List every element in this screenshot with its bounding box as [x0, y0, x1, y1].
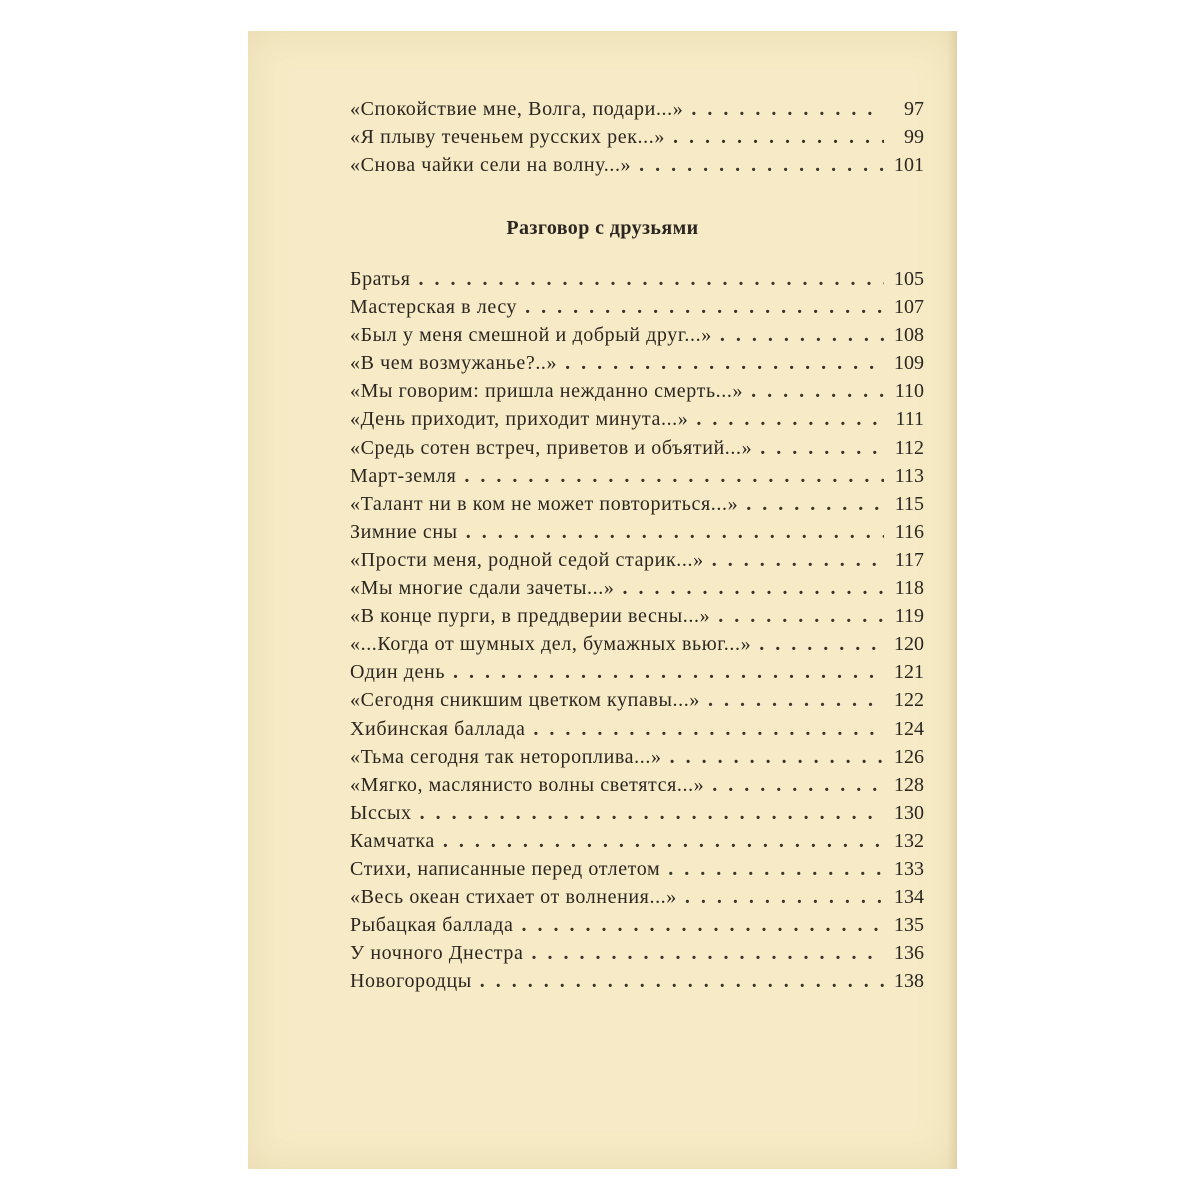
toc-entry-page: 122 — [894, 689, 924, 712]
toc-entry-title: «...Когда от шумных дел, бумажных вьюг...» — [350, 633, 752, 656]
toc-entry-title: «День приходит, приходит минута...» — [350, 408, 689, 431]
dot-leader — [420, 799, 884, 827]
toc-entry — [350, 490, 924, 518]
toc-entry-page: 115 — [894, 492, 924, 515]
toc-entry-title: Мастерская в лесу — [350, 296, 518, 319]
toc-entry-page: 111 — [895, 408, 924, 431]
toc-entry-page: 119 — [894, 605, 924, 628]
toc-entry — [350, 518, 924, 546]
toc-entry — [350, 574, 924, 602]
toc-entry — [350, 293, 924, 321]
dot-leader — [751, 377, 884, 405]
toc-entry-title: «Тьма сегодня так нетороплива...» — [350, 745, 662, 768]
toc-entry-title: «Мы многие сдали зачеты...» — [350, 577, 615, 600]
dot-leader — [708, 686, 884, 714]
dot-leader — [718, 602, 884, 630]
toc-entry-page: 121 — [894, 661, 924, 684]
toc-list-bottom — [350, 265, 924, 995]
toc-entry — [350, 321, 924, 349]
toc-entry — [350, 265, 924, 293]
dot-leader — [622, 574, 884, 602]
dot-leader — [480, 967, 884, 995]
toc-entry-title: Новогородцы — [350, 970, 472, 993]
toc-entry — [350, 377, 924, 405]
toc-entry — [350, 434, 924, 462]
toc-entry — [350, 799, 924, 827]
toc-entry-page: 128 — [894, 773, 924, 796]
dot-leader — [565, 349, 884, 377]
toc-entry-title: «Спокойствие мне, Волга, подари...» — [350, 98, 684, 120]
dot-leader — [464, 462, 884, 490]
toc-entry-page: 117 — [894, 548, 924, 571]
toc-entry — [350, 658, 924, 686]
toc-entry-page: 99 — [904, 126, 924, 149]
toc-entry-title: Стихи, написанные перед отлетом — [350, 857, 661, 880]
toc-entry-title: «Был у меня смешной и добрый друг...» — [350, 324, 712, 347]
dot-leader — [466, 518, 884, 546]
toc-entry — [350, 462, 924, 490]
toc-entry-page: 107 — [894, 296, 924, 319]
dot-leader — [522, 911, 884, 939]
toc-entry-page: 118 — [894, 577, 924, 600]
dot-leader — [639, 151, 884, 179]
dot-leader — [691, 95, 884, 123]
toc-entry-page: 112 — [894, 436, 924, 459]
toc-entry-page: 109 — [894, 352, 924, 375]
toc-entry — [350, 630, 924, 658]
dot-leader — [760, 434, 884, 462]
toc-entry — [350, 686, 924, 714]
toc-entry-page: 97 — [904, 98, 924, 120]
toc-entry — [350, 939, 924, 967]
toc-entry-title: «Средь сотен встреч, приветов и объятий...» — [350, 436, 753, 459]
toc-entry-title: Один день — [350, 661, 446, 684]
toc-entry-title: «Мягко, маслянисто волны светятся...» — [350, 773, 705, 796]
dot-leader — [712, 771, 884, 799]
toc-entry — [350, 349, 924, 377]
toc-entry-page: 105 — [894, 268, 924, 290]
toc-entry — [350, 855, 924, 883]
toc-entry — [350, 967, 924, 995]
toc-entry-page: 116 — [894, 520, 924, 543]
toc-entry-title: Март-земля — [350, 464, 457, 487]
toc-entry — [350, 405, 924, 433]
dot-leader — [525, 293, 884, 321]
page-edge-shadow — [947, 31, 957, 1169]
dot-leader — [443, 827, 884, 855]
toc-entry — [350, 715, 924, 743]
toc-entry-page: 110 — [894, 380, 924, 403]
toc-entry-page: 101 — [894, 154, 924, 177]
toc-entry-page: 120 — [894, 633, 924, 656]
dot-leader — [419, 265, 884, 293]
toc-entry-page: 132 — [894, 829, 924, 852]
dot-leader — [712, 546, 884, 574]
toc-entry — [350, 151, 924, 179]
toc-entry-page: 136 — [894, 942, 924, 965]
dot-leader — [668, 855, 884, 883]
toc-entry-title: «Мы говорим: пришла нежданно смерть...» — [350, 380, 744, 403]
toc-entry-title: Хибинская баллада — [350, 717, 526, 740]
toc-entry-title: «В чем возмужанье?..» — [350, 352, 558, 375]
toc-entry — [350, 827, 924, 855]
toc-entry-title: «Весь океан стихает от волнения...» — [350, 886, 677, 909]
dot-leader — [685, 883, 884, 911]
toc-entry-title: «Я плыву теченьем русских рек...» — [350, 126, 665, 149]
toc-entry — [350, 883, 924, 911]
toc-entry-title: Рыбацкая баллада — [350, 914, 514, 937]
toc-entry-title: «В конце пурги, в преддверии весны...» — [350, 605, 711, 628]
dot-leader — [759, 630, 884, 658]
toc-entry — [350, 546, 924, 574]
toc-entry-page: 126 — [894, 745, 924, 768]
dot-leader — [533, 715, 884, 743]
dot-leader — [453, 658, 884, 686]
toc-entry-title: «Снова чайки сели на волну...» — [350, 154, 632, 177]
dot-leader — [696, 405, 884, 433]
toc-entry-title: «Талант ни в ком не может повториться...» — [350, 492, 739, 515]
toc-entry-page: 135 — [894, 914, 924, 937]
toc-entry — [350, 911, 924, 939]
toc-entry — [350, 771, 924, 799]
toc-entry — [350, 743, 924, 771]
dot-leader — [673, 123, 884, 151]
toc-entry — [350, 123, 924, 151]
toc-entry-title: Зимние сны — [350, 520, 458, 543]
dot-leader — [720, 321, 884, 349]
toc-entry — [350, 95, 924, 123]
toc-entry-page: 138 — [894, 970, 924, 993]
toc-entry-page: 134 — [894, 886, 924, 909]
toc-entry-title: Ыссых — [350, 801, 412, 824]
toc-entry — [350, 602, 924, 630]
dot-leader — [670, 743, 884, 771]
toc-entry-page: 108 — [894, 324, 924, 347]
toc-entry-page: 130 — [894, 801, 924, 824]
toc-entry-page: 113 — [894, 464, 924, 487]
toc-list-top — [350, 95, 924, 179]
dot-leader — [746, 490, 884, 518]
dot-leader — [531, 939, 884, 967]
toc-entry-title: Братья — [350, 268, 411, 290]
toc-entry-title: У ночного Днестра — [350, 942, 524, 965]
toc-entry-page: 133 — [894, 857, 924, 880]
toc-entry-title: «Прости меня, родной седой старик...» — [350, 548, 704, 571]
toc-entry-page: 124 — [894, 717, 924, 740]
section-heading: Разговор с друзьями — [506, 217, 699, 239]
toc-entry-title: Камчатка — [350, 829, 435, 852]
toc-entry-title: «Сегодня сникшим цветком купавы...» — [350, 689, 700, 712]
